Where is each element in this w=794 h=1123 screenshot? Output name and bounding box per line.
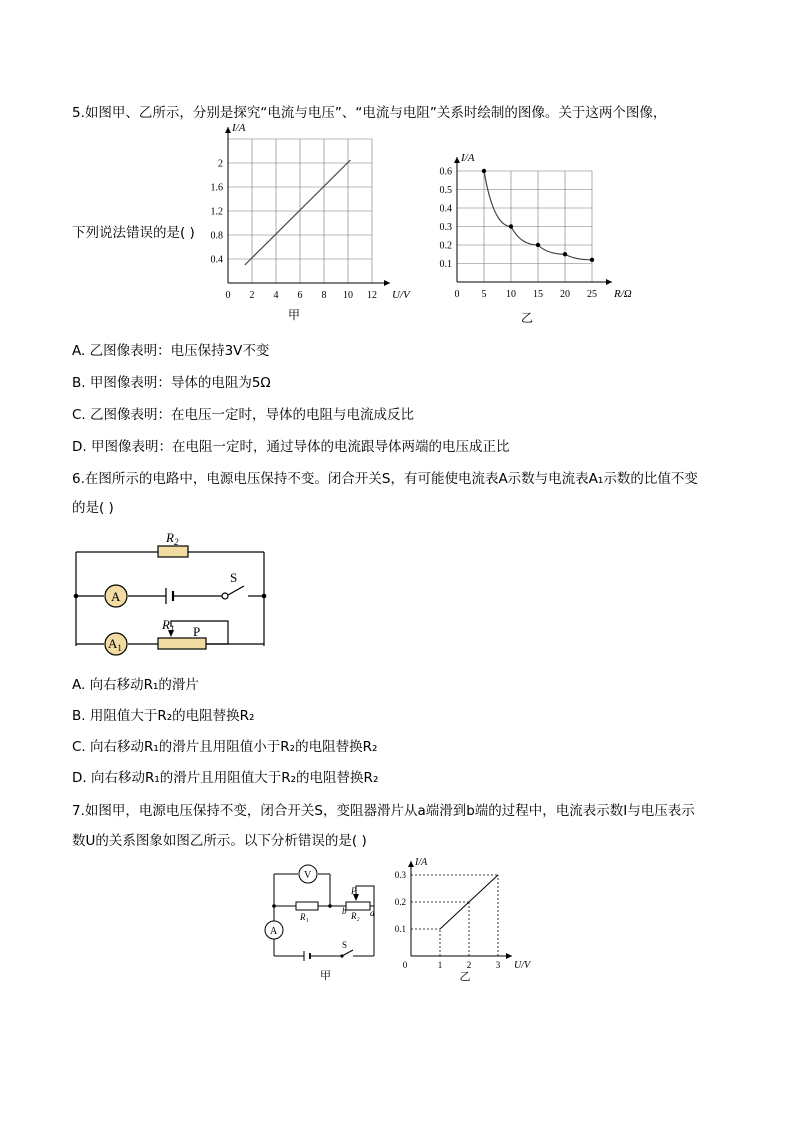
y-tick-label: 0.4 (210, 254, 223, 266)
x-tick-label: 0 (454, 289, 460, 300)
x-axis-label: R/Ω (614, 288, 632, 300)
junction (262, 594, 267, 599)
junction (272, 904, 276, 908)
data-point (509, 224, 513, 228)
r2-label: $R_2$ (166, 530, 179, 547)
y-axis-label: I/A (461, 152, 475, 164)
y-tick-label: 0.3 (394, 870, 406, 881)
q5-option-d[interactable]: D. 甲图像表明：在电阻一定时，通过导体的电流跟导体两端的电压成正比 (72, 439, 510, 455)
ammeter-a1-label: $A_1$ (108, 636, 122, 653)
end-a-label: a (370, 908, 375, 918)
y-axis-arrow (454, 157, 460, 163)
x-tick-label: 0 (402, 960, 408, 970)
x-tick-label: 25 (587, 289, 597, 300)
x-tick-label: 1 (437, 960, 443, 970)
voltmeter-label: V (304, 870, 312, 881)
end-b-label: b (342, 906, 347, 916)
y-tick-label: 0.2 (394, 897, 406, 908)
r1-label: $R_1$ (162, 617, 175, 634)
q7-stem-line2: 数U的关系图象如图乙所示。以下分析错误的是( ) (72, 833, 367, 849)
y-axis-label: I/A (415, 857, 428, 868)
q5-stem-line2: 下列说法错误的是( ) (72, 225, 195, 241)
q5-option-b[interactable]: B. 甲图像表明：导体的电阻为5Ω (72, 375, 271, 391)
y-tick-label: 1.6 (210, 182, 223, 194)
y-tick-label: 0.5 (439, 185, 452, 196)
r1-label: R₁ (300, 912, 309, 922)
x-tick-label: 8 (321, 290, 327, 301)
y-tick-label: 0.1 (439, 259, 452, 270)
q6-option-c[interactable]: C. 向右移动R₁的滑片且用阻值小于R₂的电阻替换R₂ (72, 739, 378, 755)
y-axis-arrow (225, 127, 231, 133)
q7-circuit-diagram (262, 862, 382, 982)
x-axis-arrow (506, 953, 512, 959)
q6-option-b[interactable]: B. 用阻值大于R₂的电阻替换R₂ (72, 708, 255, 724)
x-tick-label: 10 (343, 290, 353, 301)
y-tick-label: 0.6 (439, 166, 452, 178)
x-tick-label: 6 (297, 290, 303, 301)
r2-label: R₂ (351, 911, 360, 921)
x-tick-label: 4 (273, 290, 279, 301)
q5-stem-line1: 5.如图甲、乙所示，分别是探究“电流与电压”、“电流与电阻”关系时绘制的图像。关于这两个图像， (72, 105, 667, 121)
chart-caption: 乙 (520, 311, 534, 325)
x-tick-label: 0 (225, 290, 231, 301)
x-tick-label: 3 (495, 960, 501, 970)
y-axis-label: I/A (232, 122, 246, 134)
slider-p-label: P (351, 886, 357, 896)
x-tick-label: 20 (560, 289, 570, 300)
data-point (536, 243, 540, 247)
data-point (482, 169, 486, 173)
y-tick-label: 1.2 (210, 206, 223, 218)
switch-label: S (230, 570, 238, 585)
x-axis-label: U/V (392, 289, 410, 301)
q6-option-a[interactable]: A. 向右移动R₁的滑片 (72, 677, 199, 693)
y-tick-label: 0.3 (439, 222, 452, 233)
data-line (245, 160, 351, 265)
q6-circuit-diagram (70, 528, 290, 658)
x-tick-label: 2 (249, 290, 255, 301)
y-tick-label: 0.4 (439, 203, 452, 215)
q6-stem-line1: 6.在图所示的电路中，电源电压保持不变。闭合开关S，有可能使电流表A示数与电流表A₁示数的比值不变 (72, 471, 698, 487)
switch-lever (342, 950, 353, 956)
x-tick-label: 15 (533, 289, 543, 300)
rheostat-r2 (346, 902, 370, 910)
x-tick-label: 2 (466, 960, 472, 970)
y-axis-arrow (408, 861, 414, 867)
q5-chart-yi (425, 135, 645, 335)
switch-label: S (342, 940, 348, 950)
data-point (563, 252, 567, 256)
junction (74, 594, 79, 599)
x-tick-label: 5 (481, 289, 487, 300)
data-point (590, 258, 594, 262)
ammeter-label: A (270, 926, 278, 937)
resistor-r1 (296, 902, 318, 910)
q5-option-a[interactable]: A. 乙图像表明：电压保持3V不变 (72, 343, 270, 359)
resistor-r2 (158, 546, 188, 557)
slider-wire (356, 886, 374, 956)
x-tick-label: 10 (506, 289, 516, 300)
y-tick-label: 0.2 (439, 240, 452, 252)
x-tick-label: 12 (367, 290, 377, 301)
q6-stem-line2: 的是( ) (72, 500, 114, 516)
x-axis-arrow (384, 280, 390, 286)
q7-chart-yi (395, 852, 535, 982)
q5-option-c[interactable]: C. 乙图像表明：在电压一定时，导体的电阻与电流成反比 (72, 407, 415, 423)
q7-stem-line1: 7.如图甲，电源电压保持不变，闭合开关S，变阻器滑片从a端滑到b端的过程中，电流表示数I与电压表示 (72, 803, 695, 819)
chart-caption: 甲 (287, 308, 301, 322)
chart-caption: 乙 (459, 971, 471, 983)
rheostat-r1 (158, 638, 206, 649)
q7-circuit-caption: 甲 (320, 970, 331, 982)
junction (328, 904, 332, 908)
y-tick-label: 2 (218, 158, 223, 170)
ammeter-a-label: A (111, 589, 121, 604)
x-axis-arrow (606, 279, 612, 285)
x-axis-label: U/V (514, 960, 531, 971)
slider-p-label: P (193, 624, 201, 639)
y-tick-label: 0.8 (210, 230, 223, 242)
switch-contact (222, 593, 228, 599)
switch-lever (228, 586, 244, 595)
q6-option-d[interactable]: D. 向右移动R₁的滑片且用阻值大于R₂的电阻替换R₂ (72, 770, 379, 786)
q5-chart-jia (200, 122, 410, 325)
y-tick-label: 0.1 (394, 924, 406, 935)
